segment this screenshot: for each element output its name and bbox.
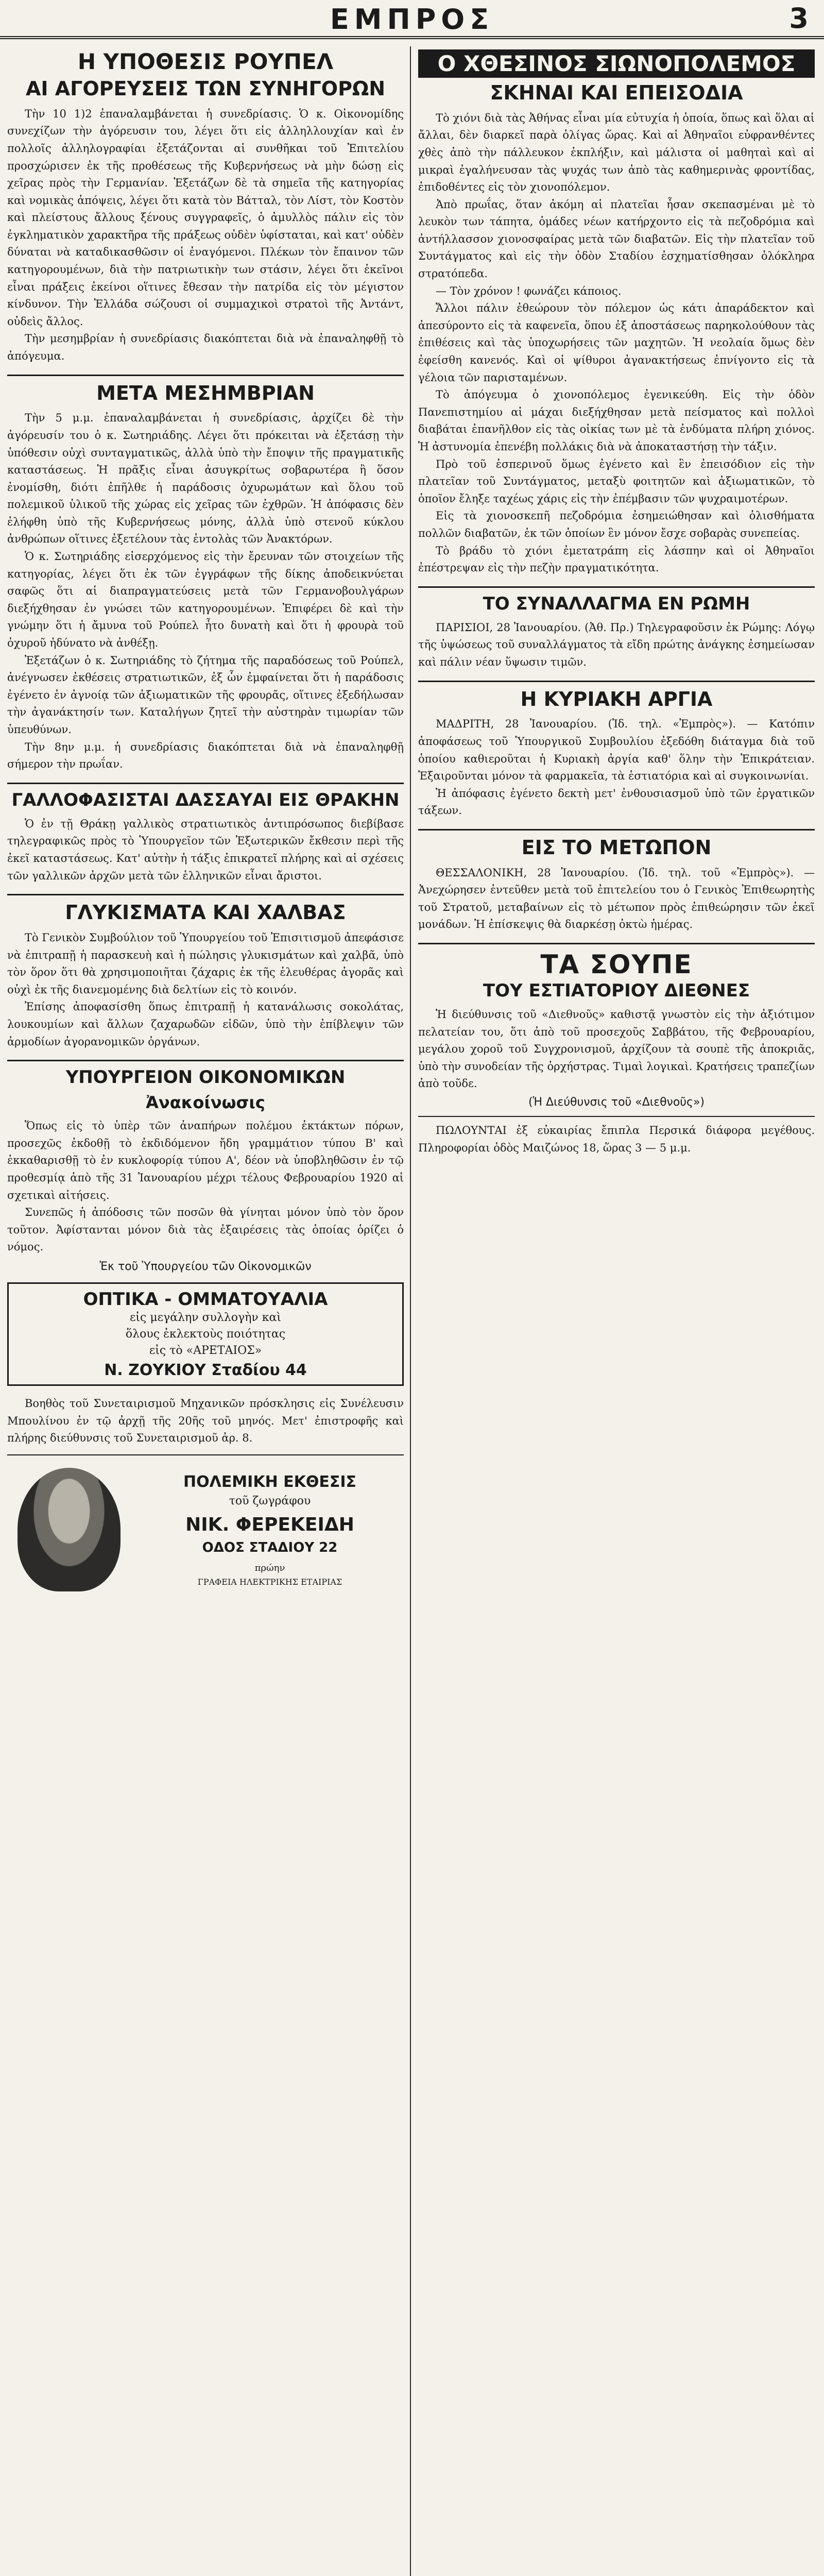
article-paragraph: Ὁ ἐν τῇ Θράκῃ γαλλικὸς στρατιωτικὸς ἀντιπρόσωπος διεβίβασε τηλεγραφικῶς πρὸς τὸ Ὑπουργεῖον τῶν Ἐξωτερικῶν ἔκθεσιν περὶ τῆς ἐκεῖ καταστάσεως. Κατ' αὐτὴν ἡ τάξις ἐπικρατεῖ πλήρης καὶ αἱ σχέσεις τῶν γαλλικῶν ἀρχῶν μετὰ τῶν ἑλληνικῶν εἶναι ἄριστοι. [7, 817, 404, 882]
article-paragraph: Πρὸ τοῦ ἑσπερινοῦ ὅμως ἐγένετο καὶ ἓν ἐπεισόδιον εἰς τὴν πλατεῖαν τοῦ Συντάγματος, μεταξὺ φοιτητῶν καὶ ἀξιωματικῶν, τὸ ὁποῖον ἔληξε ταχέως χάρις εἰς τὴν ἐπέμβασιν τῶν ψυχραιμοτέρων. [418, 457, 815, 505]
article-afternoon [7, 382, 404, 773]
section-rule [7, 783, 404, 784]
article-title: ΓΛΥΚΙΣΜΑΤΑ ΚΑΙ ΧΑΛΒΑΣ [65, 901, 346, 924]
article-sunday-rest [418, 688, 815, 820]
ad-line: εἰς μεγάλην συλλογὴν καὶ [130, 1311, 281, 1324]
article-paragraph: ΠΑΡΙΣΙΟΙ, 28 Ἰανουαρίου. (Ἀθ. Πρ.) Τηλεγραφοῦσιν ἐκ Ρώμης: Λόγῳ τῆς ὑψώσεως τοῦ συναλλάγματος τὰ εἴδη πρώτης ἀνάγκης ἐσημείωσαν καὶ πάλιν νέαν ὕψωσιν τιμῶν. [418, 621, 815, 669]
article-front [418, 837, 815, 934]
article-paragraph: Τὴν 5 μ.μ. ἐπαναλαμβάνεται ἡ συνεδρίασις, ἀρχίζει δὲ τὴν ἀγόρευσίν του ὁ κ. Σωτηριάδης. Λέγει ὅτι πρόκειται νὰ ἐξετάσῃ τὴν ὑπόθεσιν οὐχὶ συνταγματικῶς, ἀλλὰ ὑπὸ τὴν ἔποψιν τῆς πραγματικῆς καταστάσεως. Ἡ πρᾶξις εἶναι ἀσυγκρίτως σοβαρωτέρα ἢ ὅσον ἐνομίσθη, διότι ἐπῆλθε ἡ παράδοσις ὀχυρωμάτων καὶ ὅλου τοῦ πολεμικοῦ ὑλικοῦ τῆς χώρας εἰς χεῖρας τῶν ἐχθρῶν. Ἡ ἀπόφασις δὲν ἐλήφθη ὑπὸ τῆς Κυβερνήσεως μόνης, ἀλλὰ ὑπὸ στενοῦ κύκλου ἀνθρώπων οἵτινες ἐξετέλουν τὰς ἐντολὰς τῶν Ἀνακτόρων. [7, 412, 404, 546]
masthead [0, 0, 824, 39]
ad-artist-name: ΝΙΚ. ΦΕΡΕΚΕΙΔΗ [185, 1514, 354, 1535]
article-title: ΓΑΛΛΟΦΑΣΙΣΤΑΙ ΔΑΣΣΑΥΑΙ ΕΙΣ ΘΡΑΚΗΝ [11, 789, 400, 810]
article-paragraph: Ὁ κ. Σωτηριάδης εἰσερχόμενος εἰς τὴν ἔρευναν τῶν στοιχείων τῆς κατηγορίας, λέγει ὅτι ἐκ τῶν ἐγγράφων τῆς δίκης ἀποδεικνύεται σαφῶς ὅτι αἱ διαπραγματεύσεις μετὰ τῶν Γερμανοβουλγάρων διεξήχθησαν ἐν γνώσει τῶν κατηγορουμένων. Ἐπιφέρει δὲ καὶ τὴν γνώμην ὅτι ἡ ἄμυνα τοῦ Ρούπελ ἦτο δυνατὴ καὶ ὅτι ἡ φρουρὰ τοῦ ὀχυροῦ ἠδύνατο νὰ ἀνθέξῃ. [7, 550, 404, 650]
portrait-image [18, 1468, 121, 1591]
advertisement-optics [7, 1282, 404, 1386]
left-column [7, 47, 404, 1602]
ad-address: Ν. ΖΟΥΚΙΟΥ Σταδίου 44 [104, 1361, 307, 1379]
ad-line: ὅλους ἐκλεκτοὺς ποιότητας [125, 1327, 286, 1341]
section-rule [7, 1454, 404, 1455]
article-paragraph: Τὴν 8ην μ.μ. ἡ συνεδρίασις διακόπτεται διὰ νὰ ἐπαναληφθῇ σήμερον τὴν πρωΐαν. [7, 740, 404, 771]
notice-cooperative [7, 1395, 404, 1447]
article-title: ΕΙΣ ΤΟ ΜΕΤΩΠΟΝ [521, 836, 712, 859]
ad-line: πρώην [254, 1562, 285, 1573]
article-paragraph: Ἄλλοι πάλιν ἐθεώρουν τὸν πόλεμον ὡς κάτι ἀπαράδεκτον καὶ ἀπεσύροντο εἰς τὰ καφενεῖα, ὅπου ἐξ ἀποστάσεως παρηκολούθουν τὰς ἐπιθέσεις καὶ τὰς ὑποχωρήσεις τῶν μαχητῶν. Ἡ νεολαία ὅμως δὲν ἐφείσθη κανενός. Καὶ οἱ ψίθυροι ἀγανακτήσεως ἐπνίγοντο εἰς τὰ γέλοια τῶν παρισταμένων. [418, 302, 815, 384]
advertisement-exhibition [7, 1463, 404, 1602]
section-rule [418, 829, 815, 831]
article-paragraph: Εἰς τὰ χιονοσκεπῆ πεζοδρόμια ἐσημειώθησαν καὶ ὀλισθήματα πολλῶν διαβατῶν, ἐκ τῶν ὁποίων ἓν μόνον ἔσχε σοβαρὰς συνεπείας. [418, 510, 815, 539]
article-paragraph: ΜΑΔΡΙΤΗ, 28 Ἰανουαρίου. (Ἰδ. τηλ. «Ἐμπρὸς»). — Κατόπιν ἀποφάσεως τοῦ Ὑπουργικοῦ Συμβουλίου ἐξεδόθη διάταγμα διὰ τοῦ ὁποίου καθιεροῦται ἡ Κυριακὴ ἀργία καθ' ὅλην τὴν Ἐπικράτειαν. Ἐξαιροῦνται μόνον τὰ φαρμακεῖα, τὰ ἑστιατόρια καὶ αἱ συγκοινωνίαι. [418, 718, 815, 783]
article-title: Ο ΧΘΕΣΙΝΟΣ ΣΙΩΝΟΠΟΛΕΜΟΣ [418, 49, 815, 78]
article-paragraph: Τὸ χιόνι διὰ τὰς Ἀθήνας εἶναι μία εὐτυχία ἡ ὁποία, ὅπως καὶ ὅλαι αἱ ἄλλαι, δὲν διαρκεῖ παρὰ ὀλίγας ὥρας. Καὶ αἱ Ἀθηναῖοι εὐφρανθέντες χθὲς ἀπὸ τὴν πάλλευκον ἐκπλήξιν, καὶ μάλιστα οἱ μαθηταὶ καὶ αἱ μικραὶ ἐγαλήνευσαν τὰς ψυχάς των ἀπὸ τὰς καθημερινὰς φροντίδας, ἐπιδοθέντες εἰς τὸν χιονοπόλεμον. [418, 111, 815, 194]
article-title: ΤΑ ΣΟΥΠΕ [540, 949, 693, 979]
article-title: Η ΚΥΡΙΑΚΗ ΑΡΓΙΑ [520, 687, 713, 710]
ad-line: εἰς τὸ «ΑΡΕΤΑΙΟΣ» [149, 1344, 262, 1357]
article-paragraph: Τὸ βράδυ τὸ χιόνι ἐμετατράπη εἰς λάσπην καὶ οἱ Ἀθηναῖοι ἐπέστρεψαν εἰς τὴν πεζὴν πραγματικότητα. [418, 544, 815, 574]
newspaper-name: ΕΜΠΡΟΣ [330, 3, 494, 36]
classified-ad [418, 1122, 815, 1157]
page-number: 3 [789, 2, 809, 35]
article-subtitle: ΑΙ ΑΓΟΡΕΥΣΕΙΣ ΤΩΝ ΣΥΝΗΓΟΡΩΝ [25, 77, 386, 100]
article-paragraph: Ὅπως εἰς τὸ ὑπὲρ τῶν ἀναπήρων πολέμου ἐκτάκτων πόρων, προσεχῶς ἐκδοθῇ τὸ ἐκδιδόμενον ἤδη γραμμάτιον τύπου Β' καὶ ἐκκαθαρισθῇ τὸ ἐν κυκλοφορίᾳ τύπου Α', δέον νὰ ὑποβληθῶσιν ἐν τῷ προθεσμίᾳ ἀπὸ τῆς 31 Ἰανουαρίου μέχρι τέλους Φεβρουαρίου 1920 αἱ σχετικαὶ αἰτήσεις. [7, 1120, 404, 1201]
notice-paragraph: Βοηθὸς τοῦ Συνεταιρισμοῦ Μηχανικῶν πρόσκλησις εἰς Συνέλευσιν Μπουλίνου ἐν τῷ ἀρχῇ τῆς 20ῆς τοῦ μηνός. Μετ' ἐπιστροφῆς καὶ πλήρης διεύθυνσις τοῦ Συνεταιρισμοῦ ἀρ. 8. [7, 1397, 404, 1445]
article-signature: (Ἡ Διεύθυνσις τοῦ «Διεθνοῦς») [528, 1096, 705, 1109]
article-subtitle: Ἀνακοίνωσις [146, 1093, 265, 1113]
article-signature: Ἐκ τοῦ Ὑπουργείου τῶν Οἰκονομικῶν [99, 1260, 312, 1273]
article-paragraph: Τὴν μεσημβρίαν ἡ συνεδρίασις διακόπτεται διὰ νὰ ἐπαναληφθῇ τὸ ἀπόγευμα. [7, 332, 404, 363]
ad-address: ΟΔΟΣ ΣΤΑΔΙΟΥ 22 [202, 1539, 338, 1555]
ad-title: ΟΠΤΙΚΑ - ΟΜΜΑΤΟΥΑΛΙΑ [83, 1289, 328, 1310]
section-rule [7, 1060, 404, 1061]
section-rule [418, 1116, 815, 1117]
article-title: ΥΠΟΥΡΓΕΙΟΝ ΟΙΚΟΝΟΜΙΚΩΝ [65, 1067, 346, 1088]
column-divider [410, 46, 411, 2576]
article-roupel [7, 49, 404, 365]
section-rule [7, 894, 404, 895]
article-ministry-finance [7, 1067, 404, 1273]
article-paragraph: Ἀπὸ πρωΐας, ὅταν ἀκόμη αἱ πλατεῖαι ἦσαν σκεπασμέναι μὲ τὸ λευκὸν των τάπητα, ὁμάδες νέων κατήρχοντο εἰς τὰ πεζοδρόμια καὶ ἀντήλλασσον χιονοσφαίρας μετὰ τῶν διαβατῶν. Εἰς τὴν πλατεῖαν τοῦ Συντάγματος καὶ εἰς τὴν ὁδὸν Σταδίου ἐσχηματίσθησαν ὁλόκληρα στρατόπεδα. [418, 198, 815, 280]
article-paragraph: ΘΕΣΣΑΛΟΝΙΚΗ, 28 Ἰανουαρίου. (Ἰδ. τηλ. τοῦ «Ἐμπρὸς»). — Ἀνεχώρησεν ἐντεῦθεν μετὰ τοῦ ἐπιτελείου του ὁ Γενικὸς Ἐπιθεωρητὴς τοῦ Στρατοῦ, μεταβαίνων εἰς τὸ μέτωπον πρὸς ἐπιθεώρησιν τῶν ἐκεῖ μονάδων. Ἡ ἐπίσκεψις θὰ διαρκέσῃ ὀκτὼ ἡμέρας. [418, 866, 815, 931]
classified-text: ΠΩΛΟΥΝΤΑΙ ἐξ εὐκαιρίας ἔπιπλα Περσικά διάφορα μεγέθους. Πληροφορίαι ὁδὸς Μαιζώνος 18, ὥρας 3 — 5 μ.μ. [418, 1124, 815, 1154]
article-paragraph: Ἡ διεύθυνσις τοῦ «Διεθνοῦς» καθιστᾷ γνωστὸν εἰς τὴν ἀξιότιμον πελατείαν του, ὅτι ἀπὸ τοῦ προσεχοῦς Σαββάτου, τῆς Φεβρουαρίου, μεγάλου χοροῦ τοῦ Συγχρονισμοῦ, ἀρχίζουν τὰ σουπὲ τῆς ἀποκριᾶς, ὑπὸ τὴν συνοδείαν τῆς ὀρχήστρας. Τιμαὶ λογικαὶ. Κρατήσεις τραπεζίων ἀπὸ τοῦδε. [418, 1008, 815, 1090]
ad-line: ΓΡΑΦΕΙΑ ΗΛΕΚΤΡΙΚΗΣ ΕΤΑΙΡΙΑΣ [197, 1577, 342, 1587]
article-title: ΤΟ ΣΥΝΑΛΛΑΓΜΑ ΕΝ ΡΩΜΗ [483, 593, 750, 614]
ad-title: ΠΟΛΕΜΙΚΗ ΕΚΘΕΣΙΣ [183, 1472, 357, 1491]
article-paragraph: Ἡ ἀπόφασις ἐγένετο δεκτὴ μετ' ἐνθουσιασμοῦ ὑπὸ τῶν ἐργατικῶν τάξεων. [418, 787, 815, 817]
section-rule [418, 681, 815, 682]
article-paragraph: — Τὸν χρόνον ! φωνάζει κάποιος. [436, 284, 622, 297]
section-rule [418, 943, 815, 944]
article-paragraph: Συνεπῶς ἡ ἀπόδοσις τῶν ποσῶν θὰ γίνηται μόνον ὑπὸ τὸν ὅρον τοῦτον. Ἀφίστανται μόνον διὰ τὰς ἐξαιρέσεις τὰς ὁποίας ὁρίζει ὁ νόμος. [7, 1206, 404, 1253]
article-exchange-rome [418, 594, 815, 671]
article-restaurant-soupers [418, 951, 815, 1109]
article-paragraph: Ἐξετάζων ὁ κ. Σωτηριάδης τὸ ζήτημα τῆς παραδόσεως τοῦ Ρούπελ, ἀνέγνωσεν ἐκθέσεις στρατιωτικῶν, ἐξ ὧν ἐμφαίνεται ὅτι ἡ παράδοσις ἐγένετο ἐν ἀγνοίᾳ τῶν ἀξιωματικῶν τῆς φρουρᾶς, οἵτινες ἐξεδήλωσαν τὴν ἀγανάκτησίν των. Καταλήγων ζητεῖ τὴν αὐστηρὰν τιμωρίαν τῶν ὑπευθύνων. [7, 654, 404, 736]
article-title: Η ΥΠΟΘΕΣΙΣ ΡΟΥΠΕΛ [77, 49, 334, 74]
article-subtitle: ΣΚΗΝΑΙ ΚΑΙ ΕΠΕΙΣΟΔΙΑ [490, 81, 743, 105]
article-sweets [7, 902, 404, 1050]
section-rule [418, 586, 815, 588]
article-paragraph: Τὸ Γενικὸν Συμβούλιον τοῦ Ὑπουργείου τοῦ Ἐπισιτισμοῦ ἀπεφάσισε νὰ ἐπιτραπῇ ἡ παρασκευὴ καὶ ἡ πώλησις γλυκισμάτων καὶ χαλβᾶ, ὑπὸ τὸν ὅρον ὅτι θὰ χρησιμοποιῆται ζάχαρις ἐκ τῆς ἐλευθέρας ἀγορᾶς καὶ οὐχὶ ἐκ τῆς διανεμομένης διὰ δελτίων εἰς τὸ κοινόν. [7, 931, 404, 996]
article-paragraph: Ἐπίσης ἀποφασίσθη ὅπως ἐπιτραπῇ ἡ κατανάλωσις σοκολάτας, λουκουμίων καὶ ἄλλων ζαχαρωδῶν εἰδῶν, ὑπὸ τὴν ἐπίβλεψιν τῶν ἀρμοδίων ἀγορανομικῶν ὀργάνων. [7, 1001, 404, 1048]
right-column [418, 47, 815, 1157]
article-thrace [7, 790, 404, 885]
article-subtitle: ΤΟΥ ΕΣΤΙΑΤΟΡΙΟΥ ΔΙΕΘΝΕΣ [483, 980, 750, 1001]
section-rule [7, 375, 404, 376]
article-paragraph: Τὸ ἀπόγευμα ὁ χιονοπόλεμος ἐγενικεύθη. Εἰς τὴν ὁδὸν Πανεπιστημίου αἱ μάχαι διεξήχθησαν μετὰ πείσματος καὶ πολλοὶ διαβάται ἐπανῆλθον εἰς τὰς οἰκίας των μὲ τὰ ἐνδύματα πλήρη χιόνος. Ἡ ἀστυνομία ἐπενέβη πολλάκις διὰ νὰ ἀποκαταστήσῃ τὴν τάξιν. [418, 388, 815, 453]
article-title: ΜΕΤΑ ΜΕΣΗΜΒΡΙΑΝ [96, 381, 315, 404]
ad-line: τοῦ ζωγράφου [229, 1494, 311, 1507]
article-snowfight [418, 49, 815, 577]
article-paragraph: Τὴν 10 1)2 ἐπαναλαμβάνεται ἡ συνεδρίασις. Ὁ κ. Οἰκονομίδης συνεχίζων τὴν ἀγόρευσιν του, λέγει ὅτι εἰς ἀλληλλουχίαν καὶ ἐν πολλοῖς ἀλληλογραφίαι ἐξετάζονται αἱ συνθῆκαι τοῦ Ἐπιτελίου προσχώρισεν ἐκ τῆς προθέσεως τῆς Κυβερνήσεως νὰ μὴν δώσῃ εἰς χεῖρας πρὸς τὴν Γερμανίαν. Ἐξετάζων δὲ τὰ σημεῖα τῆς κατηγορίας καὶ νομικὰς ἀπόψεις, λέγει ὅτι κατὰ τὸν Βάτταλ, τὸν Λίστ, τὸν Κοστὸν καὶ πλείστους ἄλλους ξένους συγγραφεῖς, ὁ ἀμυλλὸς πάλιν εἰς τὸν ἐγκληματικὸν χαρακτῆρα τῆς πράξεως οὐδὲν ὑφίσταται, καὶ κατ' οὐδὲν δύναται νὰ καταδικασθῶσιν οἱ ἐναγόμενοι. Πλέκων τὸν ἔπαινον τῶν κατηγορουμένων, διὰ τὴν πατριωτικὴν των στάσιν, λέγει ὅτι ἐκεῖνοι εἶναι πράξεις ἐκείνοι οἵτινες ἔθεσαν τὴν πατρίδα εἰς τὸν μέγιστον κίνδυνον. Τὴν Ἑλλάδα σώζουσι οἱ συμμαχικοὶ στρατοὶ τῆς Ἀντάντ, οὐδεὶς ἄλλος. [7, 107, 404, 328]
